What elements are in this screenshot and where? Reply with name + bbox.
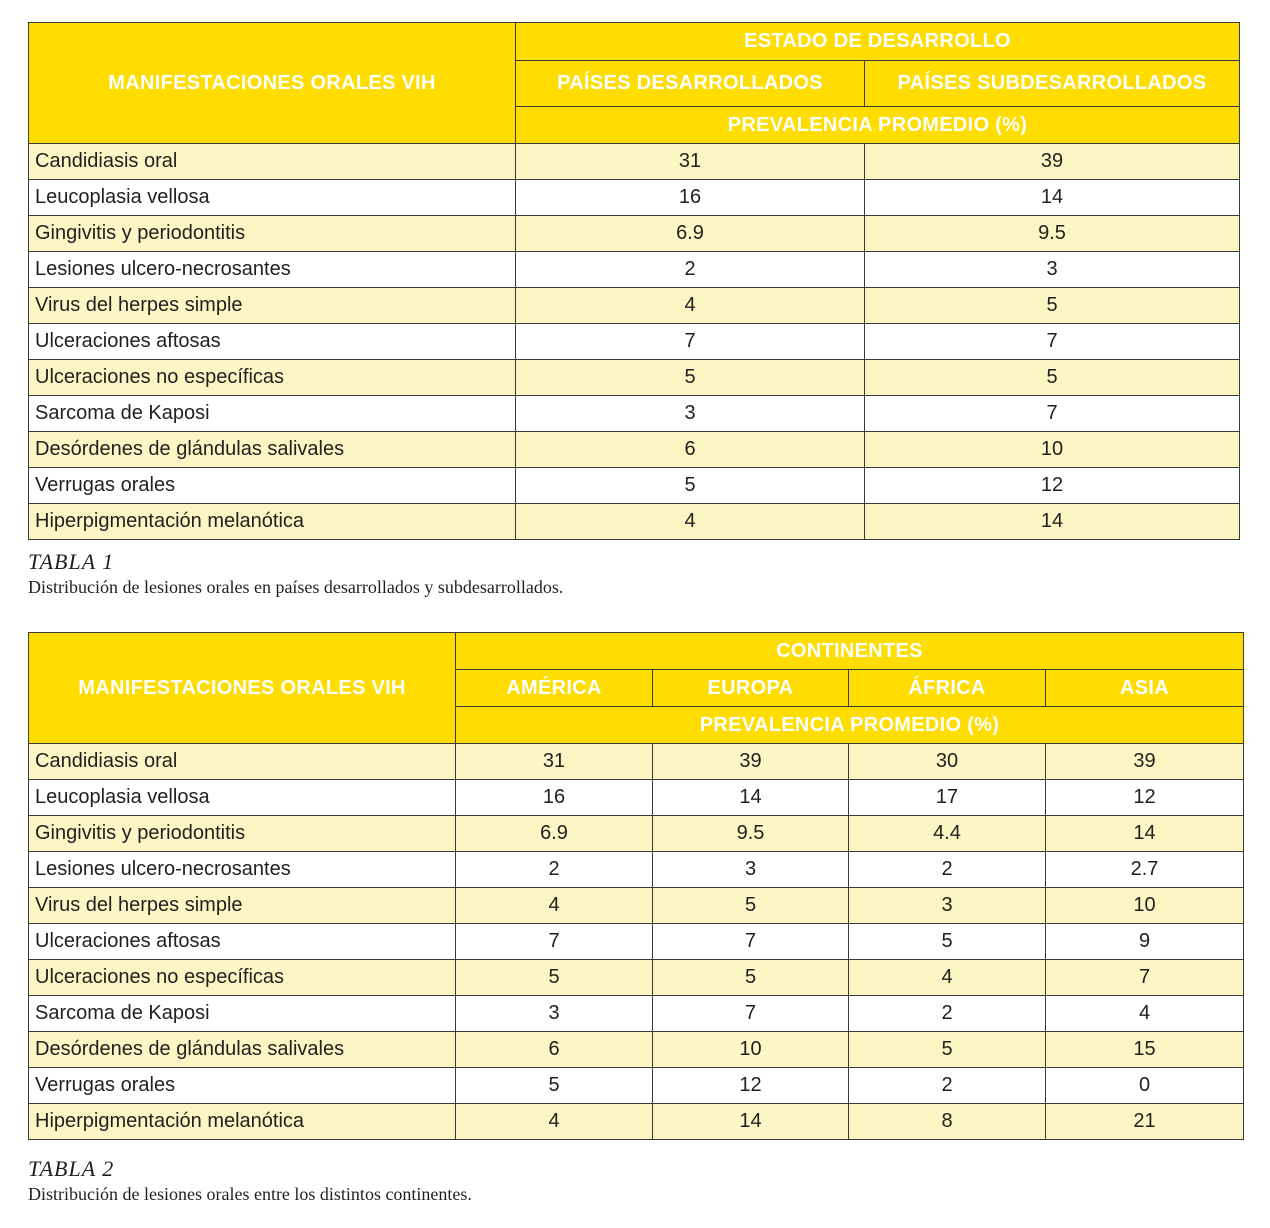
table-row bbox=[29, 396, 1240, 432]
cell-value: 6.9 bbox=[456, 816, 653, 852]
table-row bbox=[29, 468, 1240, 504]
table-row bbox=[29, 1068, 1244, 1104]
row-label: Sarcoma de Kaposi bbox=[29, 396, 516, 432]
cell-value: 6 bbox=[516, 432, 865, 468]
cell-value: 4 bbox=[456, 888, 653, 924]
row-label: Verrugas orales bbox=[29, 1068, 456, 1104]
cell-value: 7 bbox=[865, 396, 1240, 432]
table-row bbox=[29, 360, 1240, 396]
table-2 bbox=[28, 632, 1244, 1140]
cell-value: 2 bbox=[849, 1068, 1046, 1104]
cell-value: 7 bbox=[1046, 960, 1244, 996]
row-label: Hiperpigmentación melanótica bbox=[29, 1104, 456, 1140]
row-label: Verrugas orales bbox=[29, 468, 516, 504]
header-col-asia: ASIA bbox=[1046, 670, 1244, 707]
header-col-2: PAÍSES SUBDESARROLLADOS bbox=[865, 61, 1240, 107]
cell-value: 2 bbox=[456, 852, 653, 888]
cell-value: 5 bbox=[516, 468, 865, 504]
row-label: Sarcoma de Kaposi bbox=[29, 996, 456, 1032]
cell-value: 15 bbox=[1046, 1032, 1244, 1068]
cell-value: 2 bbox=[516, 252, 865, 288]
table-row bbox=[29, 180, 1240, 216]
header-col-africa: ÁFRICA bbox=[849, 670, 1046, 707]
row-label: Ulceraciones aftosas bbox=[29, 924, 456, 960]
header-col-america: AMÉRICA bbox=[456, 670, 653, 707]
cell-value: 14 bbox=[865, 180, 1240, 216]
row-label: Ulceraciones no específicas bbox=[29, 360, 516, 396]
cell-value: 14 bbox=[865, 504, 1240, 540]
table-row bbox=[29, 924, 1244, 960]
cell-value: 12 bbox=[1046, 780, 1244, 816]
cell-value: 2 bbox=[849, 852, 1046, 888]
header-col-europa: EUROPA bbox=[653, 670, 849, 707]
cell-value: 6 bbox=[456, 1032, 653, 1068]
cell-value: 31 bbox=[516, 144, 865, 180]
table-row bbox=[29, 324, 1240, 360]
caption-text-2: Distribución de lesiones orales entre los distintos continentes. bbox=[28, 1184, 472, 1204]
cell-value: 4 bbox=[456, 1104, 653, 1140]
header-manifestaciones: MANIFESTACIONES ORALES VIH bbox=[29, 633, 456, 744]
row-label: Lesiones ulcero-necrosantes bbox=[29, 852, 456, 888]
cell-value: 3 bbox=[456, 996, 653, 1032]
table-row bbox=[29, 780, 1244, 816]
cell-value: 2 bbox=[849, 996, 1046, 1032]
caption-title-1: TABLA 1 bbox=[28, 549, 115, 574]
row-label: Hiperpigmentación melanótica bbox=[29, 504, 516, 540]
table-1 bbox=[28, 22, 1240, 540]
cell-value: 3 bbox=[516, 396, 865, 432]
cell-value: 0 bbox=[1046, 1068, 1244, 1104]
cell-value: 16 bbox=[516, 180, 865, 216]
caption-text-1: Distribución de lesiones orales en países desarrollados y subdesarrollados. bbox=[28, 577, 564, 597]
table-row bbox=[29, 252, 1240, 288]
cell-value: 39 bbox=[653, 744, 849, 780]
table-row bbox=[29, 288, 1240, 324]
cell-value: 10 bbox=[865, 432, 1240, 468]
cell-value: 4 bbox=[516, 504, 865, 540]
cell-value: 12 bbox=[865, 468, 1240, 504]
cell-value: 5 bbox=[653, 888, 849, 924]
table-row bbox=[29, 960, 1244, 996]
row-label: Desórdenes de glándulas salivales bbox=[29, 1032, 456, 1068]
cell-value: 5 bbox=[849, 924, 1046, 960]
cell-value: 16 bbox=[456, 780, 653, 816]
header-group: CONTINENTES bbox=[456, 633, 1244, 670]
cell-value: 4 bbox=[1046, 996, 1244, 1032]
table-row bbox=[29, 888, 1244, 924]
cell-value: 31 bbox=[456, 744, 653, 780]
header-col-1: PAÍSES DESARROLLADOS bbox=[516, 61, 865, 107]
cell-value: 7 bbox=[456, 924, 653, 960]
table-row bbox=[29, 144, 1240, 180]
cell-value: 6.9 bbox=[516, 216, 865, 252]
cell-value: 5 bbox=[865, 288, 1240, 324]
cell-value: 14 bbox=[653, 1104, 849, 1140]
cell-value: 3 bbox=[849, 888, 1046, 924]
cell-value: 17 bbox=[849, 780, 1046, 816]
cell-value: 14 bbox=[1046, 816, 1244, 852]
cell-value: 12 bbox=[653, 1068, 849, 1104]
header-manifestaciones: MANIFESTACIONES ORALES VIH bbox=[29, 23, 516, 144]
cell-value: 39 bbox=[1046, 744, 1244, 780]
header-subheader: PREVALENCIA PROMEDIO (%) bbox=[456, 707, 1244, 744]
cell-value: 14 bbox=[653, 780, 849, 816]
cell-value: 7 bbox=[653, 924, 849, 960]
table-row bbox=[29, 504, 1240, 540]
cell-value: 3 bbox=[865, 252, 1240, 288]
table-row bbox=[29, 816, 1244, 852]
row-label: Candidiasis oral bbox=[29, 744, 456, 780]
cell-value: 5 bbox=[849, 1032, 1046, 1068]
row-label: Lesiones ulcero-necrosantes bbox=[29, 252, 516, 288]
cell-value: 9.5 bbox=[865, 216, 1240, 252]
row-label: Desórdenes de glándulas salivales bbox=[29, 432, 516, 468]
row-label: Ulceraciones aftosas bbox=[29, 324, 516, 360]
cell-value: 8 bbox=[849, 1104, 1046, 1140]
row-label: Candidiasis oral bbox=[29, 144, 516, 180]
cell-value: 39 bbox=[865, 144, 1240, 180]
table-row bbox=[29, 1032, 1244, 1068]
table-row bbox=[29, 1104, 1244, 1140]
table-row bbox=[29, 216, 1240, 252]
cell-value: 7 bbox=[516, 324, 865, 360]
row-label: Virus del herpes simple bbox=[29, 888, 456, 924]
cell-value: 9.5 bbox=[653, 816, 849, 852]
header-group: ESTADO DE DESARROLLO bbox=[516, 23, 1240, 61]
caption-title-2: TABLA 2 bbox=[28, 1156, 115, 1181]
cell-value: 5 bbox=[865, 360, 1240, 396]
cell-value: 3 bbox=[653, 852, 849, 888]
header-subheader: PREVALENCIA PROMEDIO (%) bbox=[516, 107, 1240, 144]
table-row bbox=[29, 432, 1240, 468]
row-label: Virus del herpes simple bbox=[29, 288, 516, 324]
cell-value: 5 bbox=[516, 360, 865, 396]
cell-value: 10 bbox=[1046, 888, 1244, 924]
cell-value: 9 bbox=[1046, 924, 1244, 960]
cell-value: 7 bbox=[865, 324, 1240, 360]
row-label: Ulceraciones no específicas bbox=[29, 960, 456, 996]
table-row bbox=[29, 744, 1244, 780]
cell-value: 4.4 bbox=[849, 816, 1046, 852]
table-row bbox=[29, 996, 1244, 1032]
cell-value: 4 bbox=[516, 288, 865, 324]
cell-value: 2.7 bbox=[1046, 852, 1244, 888]
table-row bbox=[29, 852, 1244, 888]
cell-value: 5 bbox=[456, 960, 653, 996]
cell-value: 7 bbox=[653, 996, 849, 1032]
cell-value: 4 bbox=[849, 960, 1046, 996]
row-label: Gingivitis y periodontitis bbox=[29, 216, 516, 252]
cell-value: 30 bbox=[849, 744, 1046, 780]
row-label: Leucoplasia vellosa bbox=[29, 180, 516, 216]
cell-value: 5 bbox=[653, 960, 849, 996]
cell-value: 10 bbox=[653, 1032, 849, 1068]
row-label: Leucoplasia vellosa bbox=[29, 780, 456, 816]
row-label: Gingivitis y periodontitis bbox=[29, 816, 456, 852]
cell-value: 21 bbox=[1046, 1104, 1244, 1140]
cell-value: 5 bbox=[456, 1068, 653, 1104]
